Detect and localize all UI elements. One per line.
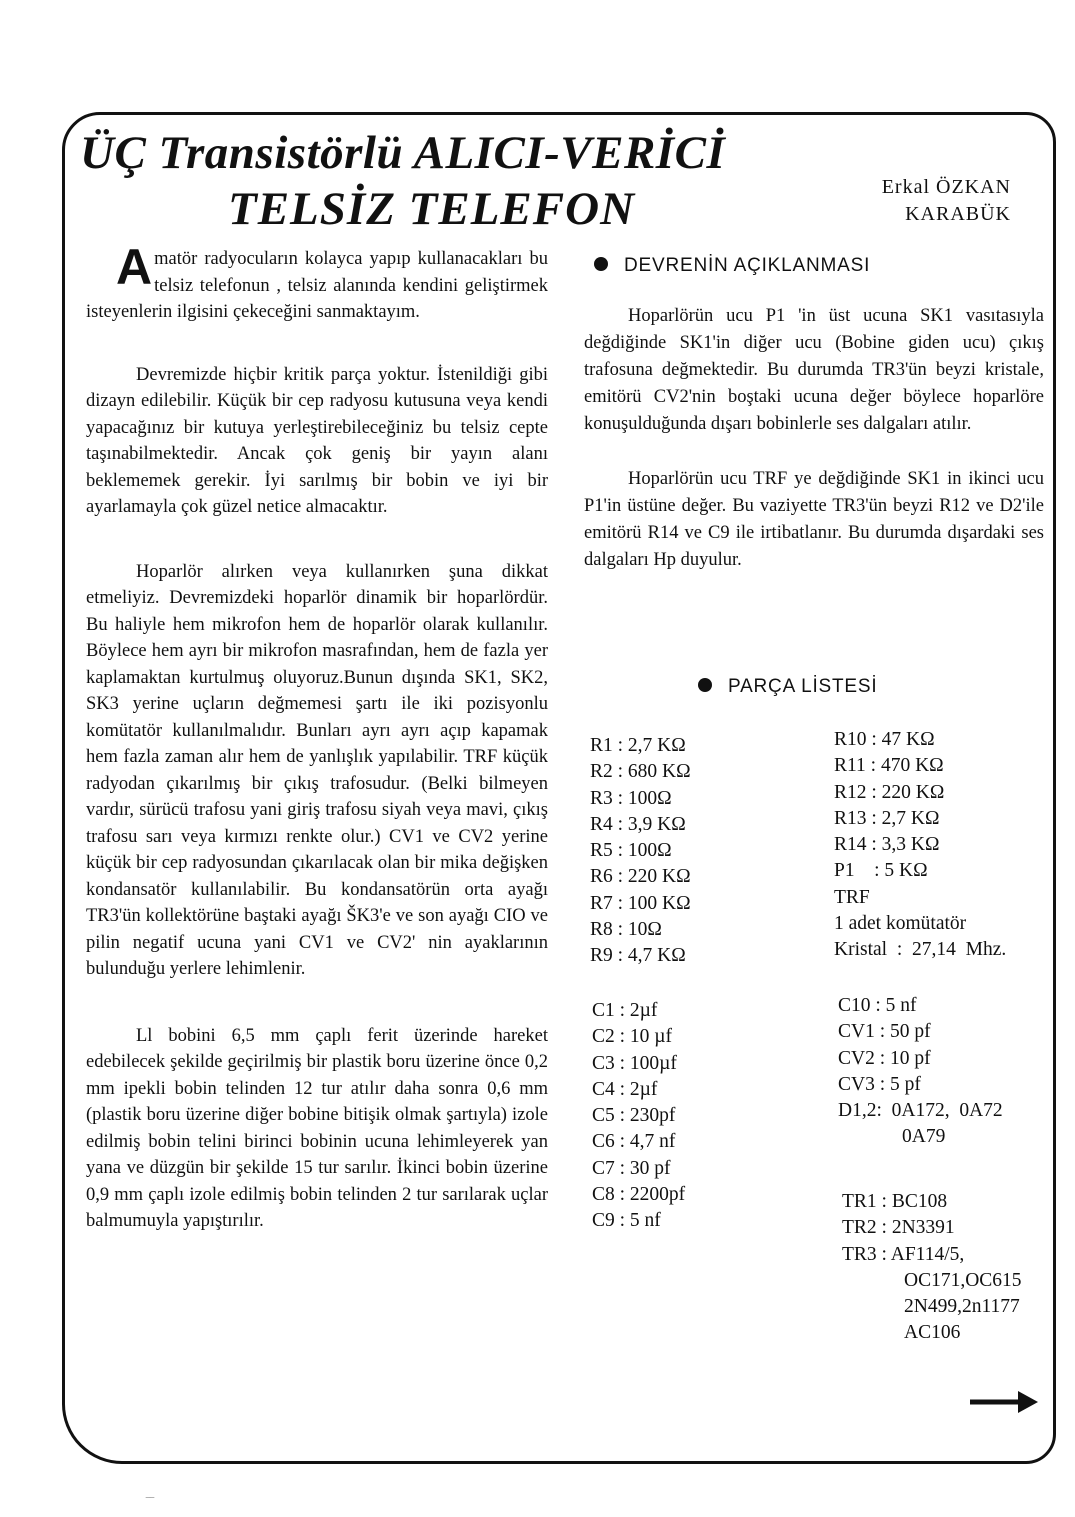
list-item: TR1 : BC108 [842, 1191, 948, 1212]
capacitor-list-b [838, 993, 1003, 1151]
resistor-list-b [834, 727, 1006, 964]
list-item: R13 : 2,7 KΩ [834, 807, 940, 829]
list-item: R10 : 47 KΩ [834, 729, 935, 750]
list-item: R1 : 2,7 KΩ [590, 735, 686, 756]
list-item: C5 : 230pf [592, 1105, 676, 1127]
paragraph-2: Devremizde hiçbir kritik parça yoktur. İstenildiği gibi dizayn edilebilir. Küçük bir cep radyosu kutusuna veya kendi yapacağınız bir kutuya yerleştirebileceğiniz bu telsiz cepte taşınabilmektedir. Ancak çok geniş bir yayın alanı beklememek gerekir. İyi sarılmış bir bobin ve iyi bir ayarlamayla çok güzel netice almacaktır. [86, 364, 548, 517]
author-block [882, 174, 1011, 228]
list-item: Kristal : 27,14 Mhz. [834, 939, 1007, 961]
author-city: KARABÜK [905, 203, 1011, 225]
list-item: C8 : 2200pf [592, 1184, 686, 1206]
bullet-icon [594, 257, 608, 271]
list-item: R11 : 470 KΩ [834, 755, 944, 777]
section-heading-text: DEVRENİN AÇIKLANMASI [624, 255, 871, 276]
list-item: C2 : 10 µf [592, 1026, 673, 1048]
left-column [86, 239, 548, 1235]
list-item: R8 : 10Ω [590, 919, 662, 941]
list-item: R12 : 220 KΩ [834, 781, 945, 803]
list-item: TR3 : AF114/5, [842, 1243, 965, 1265]
list-item: C3 : 100µf [592, 1052, 677, 1074]
resistor-list-a [590, 733, 691, 970]
list-item: TR2 : 2N3391 [842, 1217, 955, 1239]
capacitor-list-a [592, 998, 685, 1235]
list-item: 0A79 [902, 1126, 946, 1148]
list-item: OC171,OC615 [904, 1269, 1022, 1291]
list-item: C9 : 5 nf [592, 1210, 661, 1232]
list-item: R6 : 220 KΩ [590, 866, 691, 888]
list-item: R5 : 100Ω [590, 840, 672, 862]
list-item: C6 : 4,7 nf [592, 1131, 676, 1153]
continue-arrow-icon [968, 1388, 1040, 1416]
list-item: P1 : 5 KΩ [834, 860, 928, 882]
intro-text: matör radyocuların kolayca yapıp kullanacakları bu telsiz telefonun , telsiz alanında kendini geliştirmek isteyenlerin ilgisini çekeceğini sanmaktayım. [86, 249, 548, 322]
drop-cap: A [116, 239, 153, 295]
title-line-2: TELSİZ TELEFON [228, 183, 636, 235]
transistor-list [842, 1189, 1022, 1347]
list-item: R14 : 3,3 KΩ [834, 834, 940, 856]
list-item: R9 : 4,7 KΩ [590, 945, 686, 967]
author-name: Erkal ÖZKAN [881, 176, 1011, 198]
list-item: R4 : 3,9 KΩ [590, 813, 686, 835]
list-item: D1,2: 0A172, 0A72 [838, 1100, 1003, 1122]
list-item: C10 : 5 nf [838, 995, 917, 1016]
list-item: 2N499,2n1177 [904, 1296, 1020, 1318]
list-item: CV3 : 5 pf [838, 1073, 921, 1095]
list-item: C1 : 2µf [592, 1000, 658, 1021]
list-item: C7 : 30 pf [592, 1157, 671, 1179]
list-item: AC106 [904, 1322, 961, 1344]
list-item: 1 adet komütatör [834, 913, 967, 935]
paragraph-4: Ll bobini 6,5 mm çaplı ferit üzerinde hareket edebilecek şekilde geçirilmiş bir plastik boru üzerine önce 0,2 mm ipekli bobin telinden 12 tur atılır daha sonra 0,6 mm (plastik boru üzerine diğer bobine bitişik olmak şartıyla) izole edilmiş bobin telini birinci bobinin ucuna lehimleyerek yan yana ve düzgün bir şekilde 15 tur sarılır. İkinci bobin üzerine 0,9 mm çaplı izole edilmiş bobin telinden 2 tur sarılarak uçlar balmumuyla yapıştırılır. [86, 1025, 548, 1231]
right-paragraph-2: Hoparlörün ucu TRF ye değdiğinde SK1 in ikinci ucu P1'in üstüne değer. Bu vaziyette TR3'ün beyzi R12 ve D2'ile emitörü R14 ve C9 ile irtibatlanır. Bu durumda dışardaki ses dalgaları Hp duyulur. [584, 469, 1044, 570]
parts-heading [698, 676, 877, 698]
list-item: R7 : 100 KΩ [590, 892, 691, 914]
list-item: C4 : 2µf [592, 1078, 658, 1100]
right-column [584, 252, 1044, 574]
bullet-icon [698, 678, 712, 692]
list-item: CV1 : 50 pf [838, 1021, 931, 1043]
page-mark: ‾‾ [146, 1496, 154, 1510]
list-item: R3 : 100Ω [590, 787, 672, 809]
list-item: TRF [834, 886, 870, 908]
intro-paragraph [86, 239, 548, 326]
title-line-1: ÜÇ Transistörlü ALICI-VERİCİ [80, 127, 726, 179]
list-item: CV2 : 10 pf [838, 1047, 931, 1069]
paragraph-3: Hoparlör alırken veya kullanırken şuna dikkat etmeliyiz. Devremizdeki hoparlör dinamik bir hoparlördür. Bu haliyle hem mikrofon hem de hoparlör olarak kullanılır. Böylece hem ayrı bir mikrofon masrafından, hem de fazla yer kaplamaktan kurtulmuş oluyoruz.Bunun dışında SK1, SK2, SK3 yerine uçların değmemesi şartı ile iki pozisyonlu komütatör kullanılmalıdır. Bunları ayrı ayrı açıp kapamak hem fazla zaman alır hem de yanlışlık yapılabilir. TRF küçük radyodan çıkarılmış bir çıkış trafosudur. (Belki bilmeyen vardır, sürücü trafosu yani giriş trafosu siyah veya mavi, çıkış trafosu sarı veya kırmızı renkte olur.) CV1 ve CV2 yerine küçük bir cep radyosundan çıkarılacak olan bir mika değişken kondansatör kullanılabilir. Bu kondansatörün orta ayağı TR3'ün kollektörüne baştaki ayağı ŠK3'e ve son ayağı CIO ve pilin negatif ucuna yani CV1 ve CV2' nin ayaklarının bulunduğu yerlere lehimlenir. [86, 561, 548, 979]
parts-heading-text: PARÇA LİSTESİ [728, 676, 878, 697]
right-paragraph-1: Hoparlörün ucu P1 'in üst ucuna SK1 vasıtasıyla değdiğinde SK1'in diğer ucu (Bobine giden ucu) çıkış trafosuna değmektedir. Bu durumda TR3'ün beyzi kristale, emitörü CV2'nin boştaki ucuna değer böylece hoparlöre konuşulduğunda dışarı bobinlerle ses dalgaları atılır. [584, 306, 1044, 434]
list-item: R2 : 680 KΩ [590, 761, 691, 783]
section-heading [594, 252, 1044, 279]
